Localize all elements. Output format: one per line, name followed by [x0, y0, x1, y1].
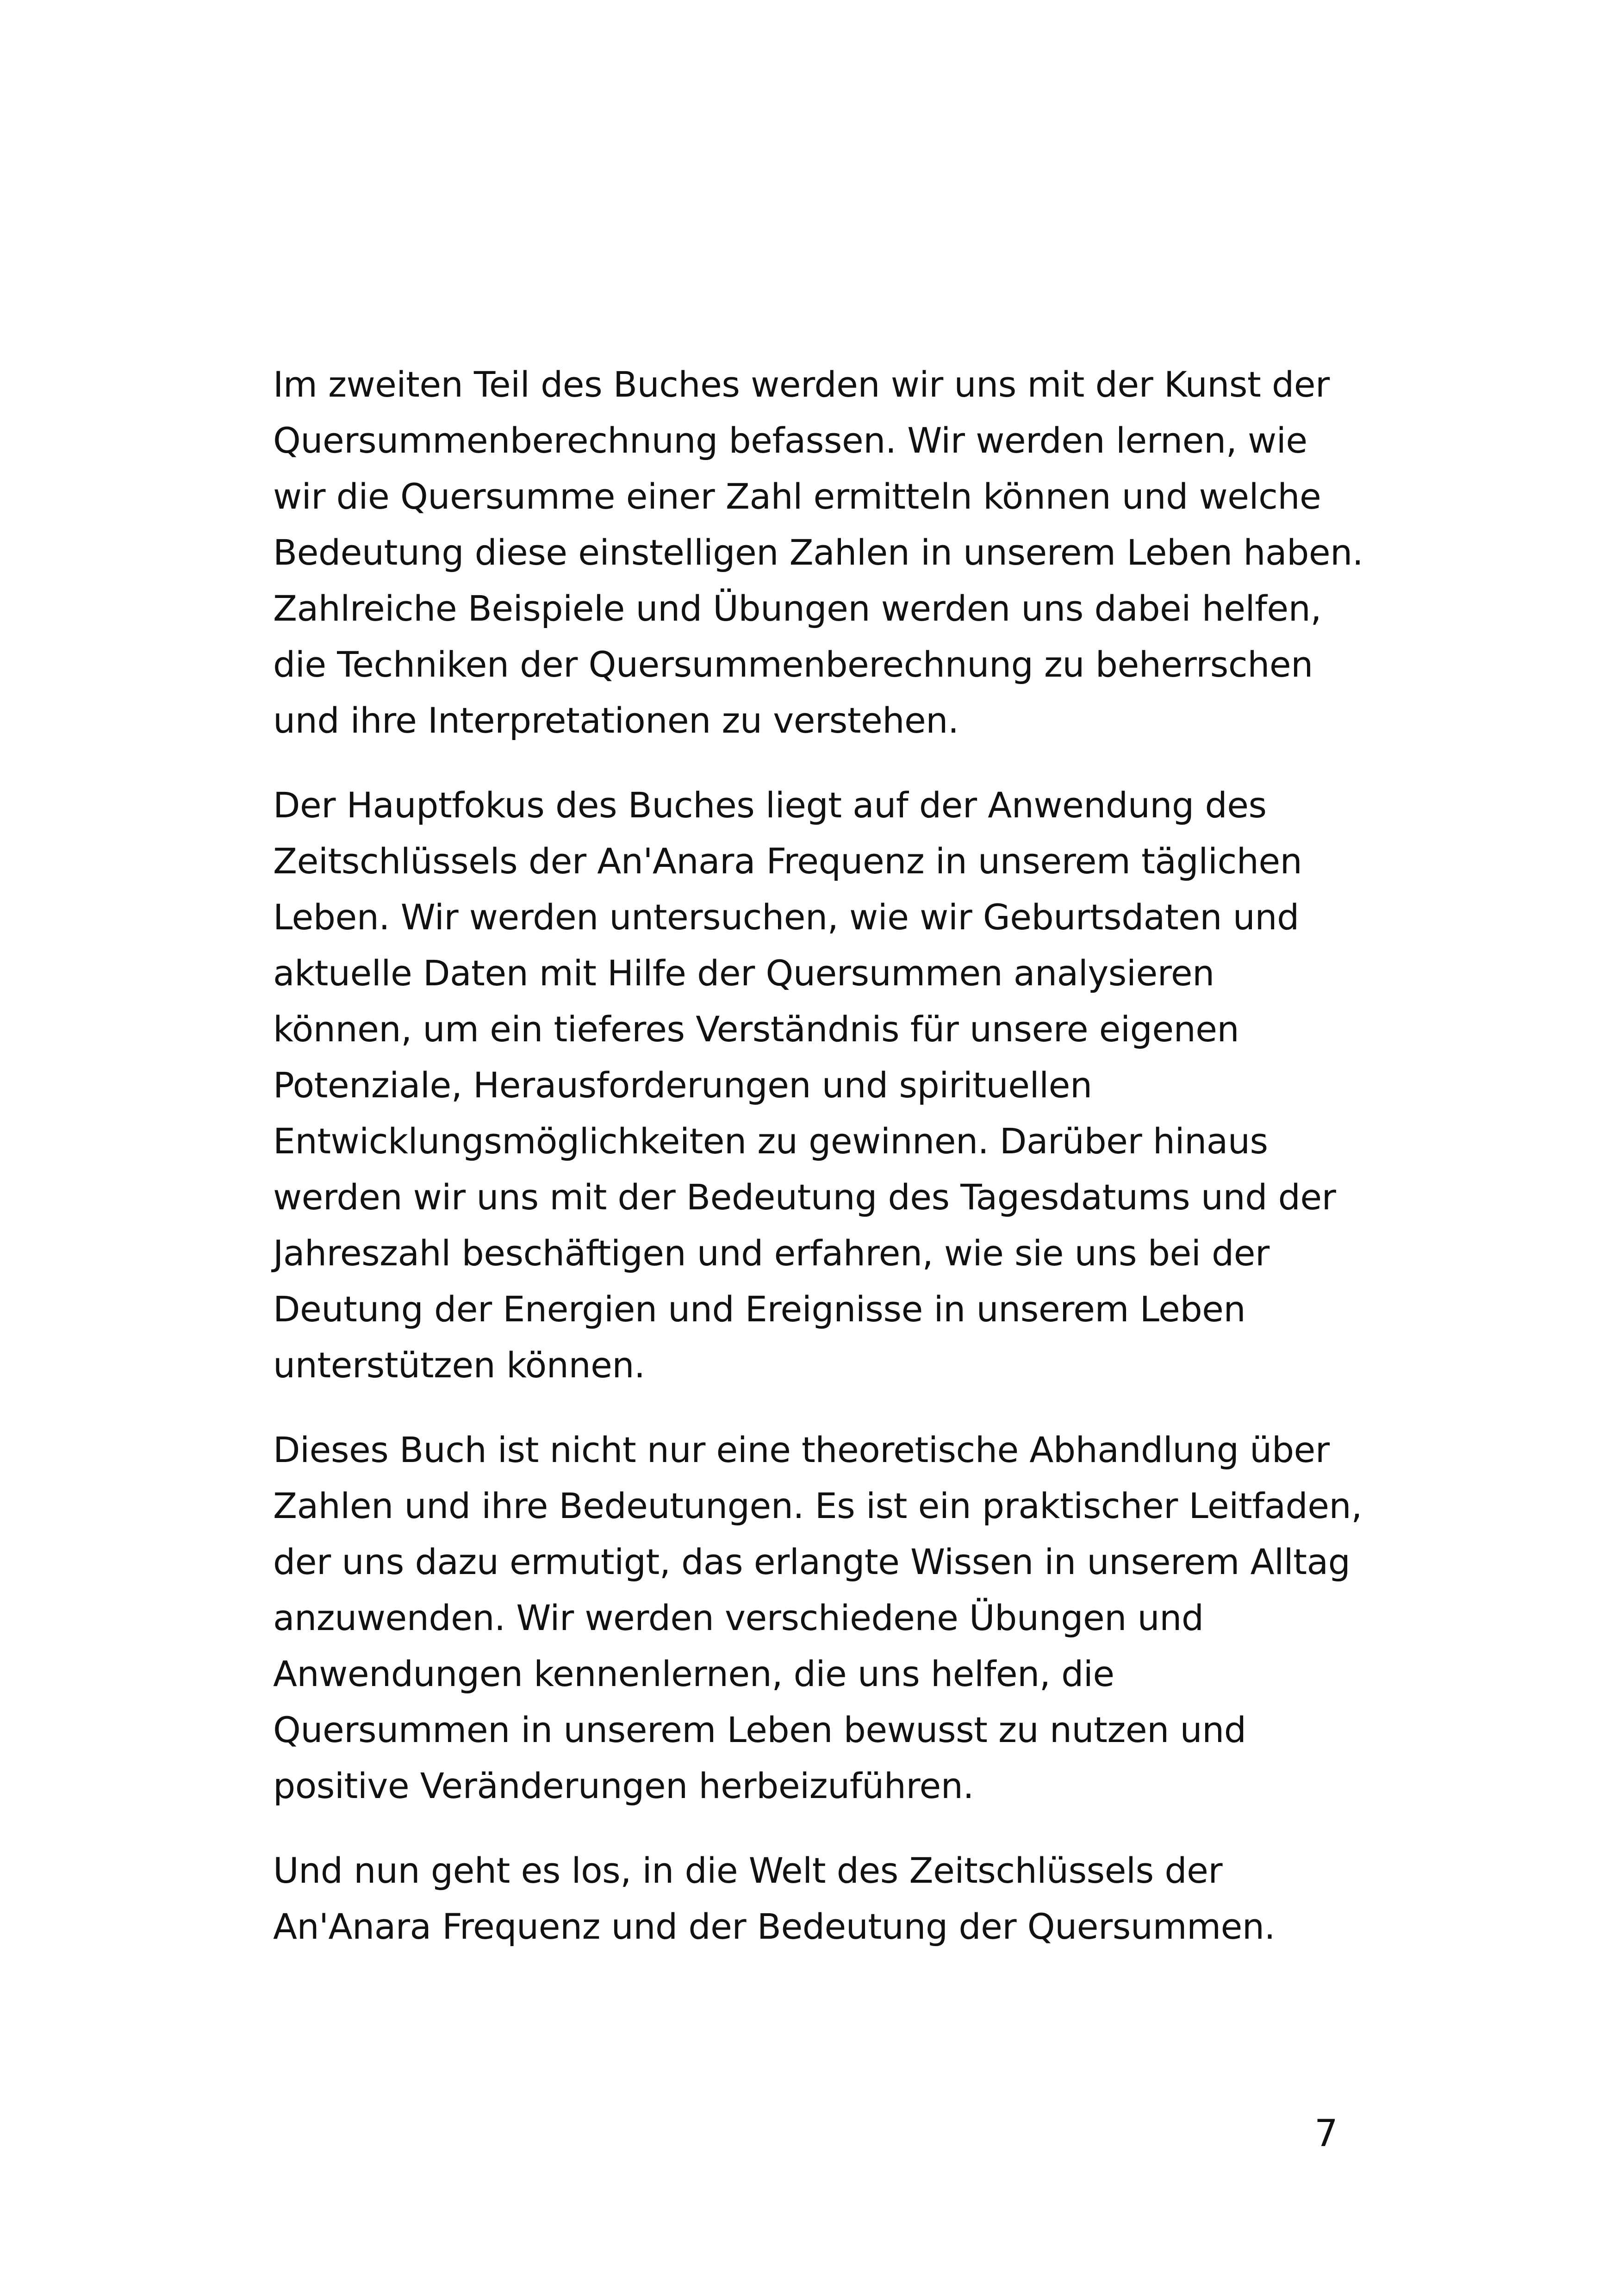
- text-line: können, um ein tieferes Verständnis für unsere eigenen: [273, 1008, 1239, 1050]
- paragraph-4: [273, 1842, 1375, 1954]
- text-line: unterstützen können.: [273, 1344, 645, 1386]
- text-line: Zahlen und ihre Bedeutungen. Es ist ein praktischer Leitfaden,: [273, 1485, 1362, 1526]
- text-line: An'Anara Frequenz und der Bedeutung der Quersummen.: [273, 1906, 1276, 1947]
- paragraph-1: [273, 356, 1375, 748]
- text-line: Im zweiten Teil des Buches werden wir uns mit der Kunst der: [273, 364, 1330, 405]
- text-line: positive Veränderungen herbeizuführen.: [273, 1765, 974, 1806]
- paragraph-2: [273, 777, 1375, 1393]
- text-line: Bedeutung diese einstelligen Zahlen in unserem Leben haben.: [273, 532, 1363, 573]
- text-line: Jahreszahl beschäftigen und erfahren, wie sie uns bei der: [273, 1232, 1270, 1274]
- text-line: Und nun geht es los, in die Welt des Zeitschlüssels der: [273, 1850, 1223, 1891]
- text-line: Quersummen in unserem Leben bewusst zu nutzen und: [273, 1709, 1246, 1750]
- text-line: die Techniken der Quersummenberechnung zu beherrschen: [273, 644, 1313, 685]
- text-line: Deutung der Energien und Ereignisse in unserem Leben: [273, 1288, 1246, 1330]
- text-line: Zahlreiche Beispiele und Übungen werden uns dabei helfen,: [273, 588, 1321, 629]
- text-line: und ihre Interpretationen zu verstehen.: [273, 700, 959, 741]
- paragraph-3: [273, 1422, 1375, 1814]
- text-line: Leben. Wir werden untersuchen, wie wir Geburtsdaten und: [273, 896, 1299, 938]
- text-line: aktuelle Daten mit Hilfe der Quersummen analysieren: [273, 952, 1214, 994]
- text-line: Der Hauptfokus des Buches liegt auf der Anwendung des: [273, 784, 1267, 826]
- body-text: [273, 356, 1375, 1983]
- text-line: werden wir uns mit der Bedeutung des Tagesdatums und der: [273, 1176, 1336, 1218]
- text-line: der uns dazu ermutigt, das erlangte Wissen in unserem Alltag: [273, 1541, 1350, 1582]
- text-line: Potenziale, Herausforderungen und spirituellen: [273, 1064, 1092, 1106]
- text-line: Anwendungen kennenlernen, die uns helfen, die: [273, 1653, 1114, 1694]
- text-line: wir die Quersumme einer Zahl ermitteln können und welche: [273, 476, 1321, 517]
- text-line: anzuwenden. Wir werden verschiedene Übungen und: [273, 1597, 1204, 1638]
- text-line: Quersummenberechnung befassen. Wir werden lernen, wie: [273, 420, 1307, 461]
- page-number: 7: [1314, 2112, 1338, 2155]
- text-line: Zeitschlüssels der An'Anara Frequenz in unserem täglichen: [273, 840, 1302, 882]
- text-line: Dieses Buch ist nicht nur eine theoretische Abhandlung über: [273, 1429, 1330, 1470]
- text-line: Entwicklungsmöglichkeiten zu gewinnen. Darüber hinaus: [273, 1120, 1268, 1162]
